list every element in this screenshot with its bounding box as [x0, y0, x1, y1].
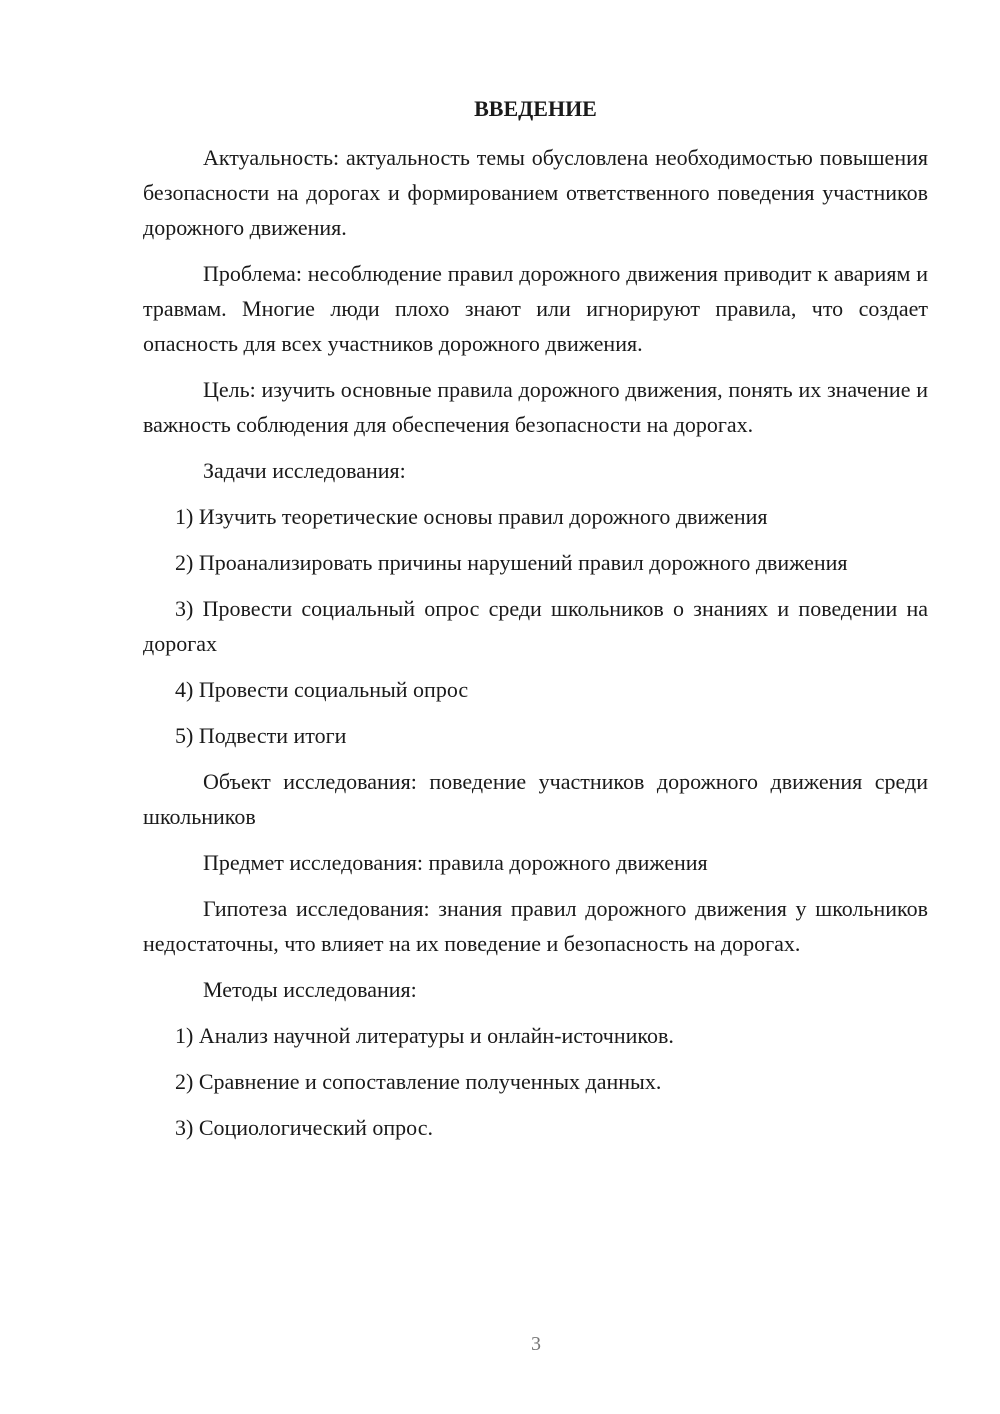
tasks-heading: Задачи исследования:: [203, 458, 406, 483]
hypothesis-paragraph: Гипотеза исследования: знания правил дорожного движения у школьников недостаточны, что влияет на их поведение и безопасность на дорогах.: [143, 896, 928, 956]
method-item: 3) Социологический опрос.: [175, 1115, 433, 1140]
subject-paragraph: Предмет исследования: правила дорожного движения: [203, 850, 708, 875]
task-item: 1) Изучить теоретические основы правил дорожного движения: [175, 504, 768, 529]
page-number: 3: [531, 1333, 541, 1355]
method-item: 1) Анализ научной литературы и онлайн-источников.: [175, 1023, 674, 1048]
task-item: 3) Провести социальный опрос среди школьников о знаниях и поведении на дорогах: [143, 596, 928, 656]
task-item: 5) Подвести итоги: [175, 723, 347, 748]
task-item: 2) Проанализировать причины нарушений правил дорожного движения: [175, 550, 848, 575]
method-item: 2) Сравнение и сопоставление полученных данных.: [175, 1069, 662, 1094]
goal-paragraph: Цель: изучить основные правила дорожного движения, понять их значение и важность соблюдения для обеспечения безопасности на дорогах.: [143, 377, 928, 437]
page-title: ВВЕДЕНИЕ: [474, 96, 597, 121]
document-body: [143, 92, 928, 1156]
methods-heading: Методы исследования:: [203, 977, 417, 1002]
actuality-paragraph: Актуальность: актуальность темы обусловлена необходимостью повышения безопасности на дорогах и формированием ответственного поведения участников дорожного движения.: [143, 145, 928, 240]
problem-paragraph: Проблема: несоблюдение правил дорожного движения приводит к авариям и травмам. Многие люди плохо знают или игнорируют правила, что создает опасность для всех участников дорожного движения.: [143, 261, 928, 356]
task-item: 4) Провести социальный опрос: [175, 677, 469, 702]
object-paragraph: Объект исследования: поведение участников дорожного движения среди школьников: [143, 769, 928, 829]
